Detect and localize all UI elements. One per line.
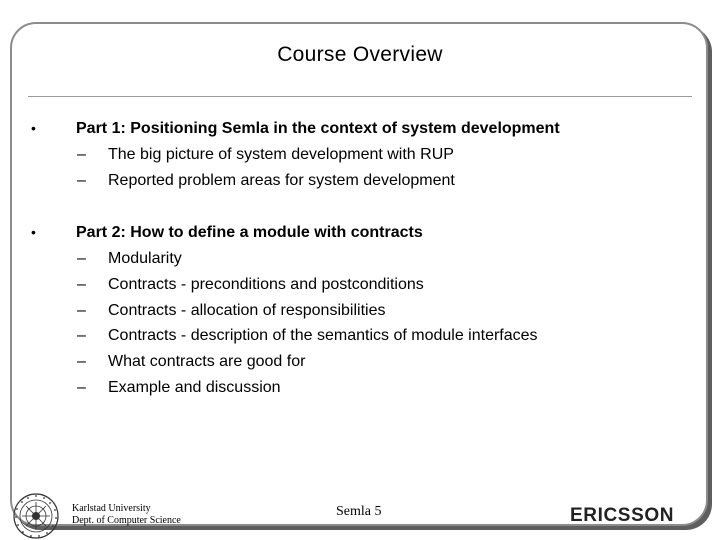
dash-icon: – [77, 327, 86, 344]
dash-icon: – [77, 276, 86, 293]
sub-item-text: Contracts - preconditions and postconditions [108, 276, 424, 293]
footer-page-label: Semla 5 [336, 504, 382, 519]
footer-university [72, 503, 181, 527]
sub-item-text: Contracts - description of the semantics of module interfaces [108, 327, 538, 344]
bullet-label: Part 1: Positioning Semla in the context of system development [76, 120, 560, 137]
dash-icon: – [77, 172, 86, 189]
slide-title: Course Overview [277, 43, 443, 66]
ericsson-logo: ERICSSON [570, 505, 675, 526]
bullet-dot-icon: • [31, 120, 36, 136]
dash-icon: – [77, 250, 86, 267]
sub-item-text: Reported problem areas for system development [108, 172, 455, 189]
dash-icon: – [77, 146, 86, 163]
university-name: Karlstad University [72, 503, 151, 514]
title-box [28, 38, 692, 97]
sub-item-text: Modularity [108, 250, 182, 267]
sub-item-text: What contracts are good for [108, 353, 306, 370]
dash-icon: – [77, 302, 86, 319]
dash-icon: – [77, 353, 86, 370]
dash-icon: – [77, 379, 86, 396]
department-name: Dept. of Computer Science [72, 515, 181, 526]
university-seal-icon [12, 492, 60, 540]
sub-item-text: The big picture of system development with RUP [108, 146, 454, 163]
slide-frame [10, 22, 708, 526]
sub-item-text: Example and discussion [108, 379, 281, 396]
bullet-dot-icon: • [31, 224, 36, 240]
sub-item-text: Contracts - allocation of responsibilities [108, 302, 386, 319]
bullet-label: Part 2: How to define a module with contracts [76, 224, 423, 241]
